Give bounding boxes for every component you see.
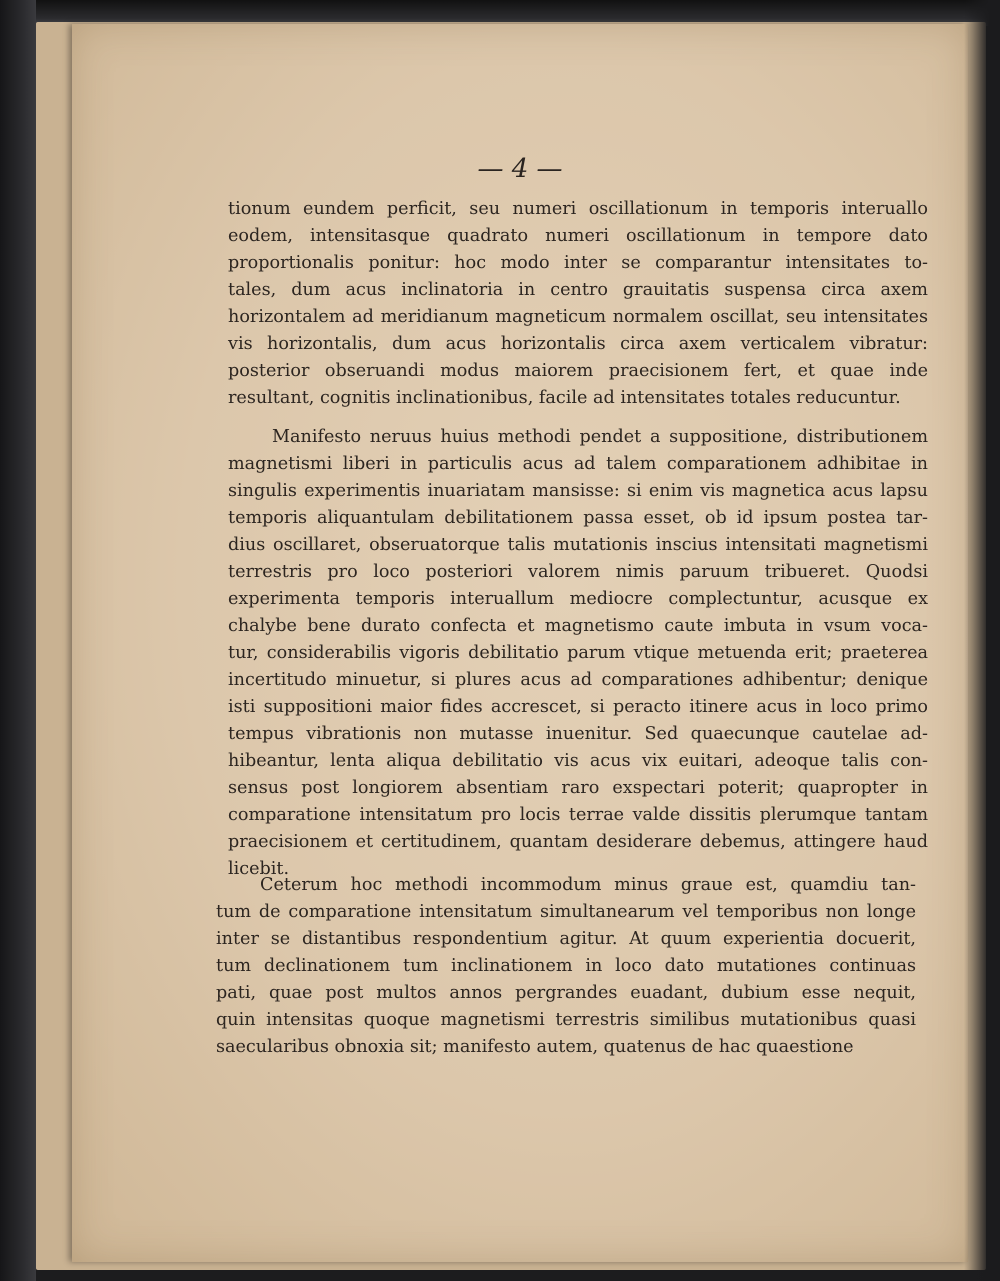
paragraph-1 (228, 196, 928, 412)
text-line: licebit. (228, 859, 290, 879)
text-line: horizontalem ad meridianum magneticum normalem oscillat, seu intensitates (228, 307, 928, 327)
text-line: tum declinationem tum inclinationem in loco dato mutationes continuas (216, 956, 916, 976)
text-line: resultant, cognitis inclinationibus, facile ad intensitates totales reducuntur. (228, 388, 901, 408)
page-number: — 4 — (477, 154, 563, 184)
text-line: magnetismi liberi in particulis acus ad talem comparationem adhibitae in (228, 454, 928, 474)
book-binding (0, 0, 36, 1281)
text-line: singulis experimentis inuariatam mansisse: si enim vis magnetica acus lapsu (228, 481, 928, 501)
text-line: experimenta temporis interuallum mediocre complectuntur, acusque ex (228, 589, 928, 609)
text-line: tempus vibrationis non mutasse inuenitur. Sed quaecunque cautelae ad- (228, 724, 928, 744)
text-line: eodem, intensitasque quadrato numeri oscillationum in tempore dato (228, 226, 928, 246)
text-line: proportionalis ponitur: hoc modo inter se comparantur intensitates to- (228, 253, 928, 273)
text-line: pati, quae post multos annos pergrandes euadant, dubium esse nequit, (216, 983, 916, 1003)
text-line: Manifesto neruus huius methodi pendet a suppositione, distributionem (272, 427, 928, 447)
text-line: dius oscillaret, obseruatorque talis mutationis inscius intensitati magnetismi (228, 535, 928, 555)
text-line: temporis aliquantulam debilitationem passa esset, ob id ipsum postea tar- (228, 508, 928, 528)
text-line: comparatione intensitatum pro locis terrae valde dissitis plerumque tantam (228, 805, 928, 825)
text-line: saecularibus obnoxia sit; manifesto autem, quatenus de hac quaestione (216, 1037, 854, 1057)
document-page (72, 24, 968, 1262)
text-line: tales, dum acus inclinatoria in centro grauitatis suspensa circa axem (228, 280, 928, 300)
text-line: incertitudo minuetur, si plures acus ad comparationes adhibentur; denique (228, 670, 928, 690)
text-line: tionum eundem perficit, seu numeri oscillationum in temporis interuallo (228, 199, 928, 219)
text-line: tum de comparatione intensitatum simultanearum vel temporibus non longe (216, 902, 916, 922)
text-line: Ceterum hoc methodi incommodum minus graue est, quamdiu tan- (260, 875, 916, 895)
text-line: terrestris pro loco posteriori valorem nimis paruum tribueret. Quodsi (228, 562, 928, 582)
paragraph-2 (228, 424, 928, 883)
text-line: praecisionem et certitudinem, quantam desiderare debemus, attingere haud (228, 832, 928, 852)
text-line: sensus post longiorem absentiam raro exspectari poterit; quapropter in (228, 778, 928, 798)
text-line: quin intensitas quoque magnetismi terrestris similibus mutationibus quasi (216, 1010, 916, 1030)
scan-background-right (964, 0, 1000, 1281)
paragraph-3 (216, 872, 916, 1061)
text-line: hibeantur, lenta aliqua debilitatio vis acus vix euitari, adeoque talis con- (228, 751, 928, 771)
text-line: tur, considerabilis vigoris debilitatio parum vtique metuenda erit; praeterea (228, 643, 928, 663)
text-line: chalybe bene durato confecta et magnetismo caute imbuta in vsum voca- (228, 616, 928, 636)
text-line: inter se distantibus respondentium agitur. At quum experientia docuerit, (216, 929, 916, 949)
text-line: vis horizontalis, dum acus horizontalis circa axem verticalem vibratur: (228, 334, 928, 354)
text-line: posterior obseruandi modus maiorem praecisionem fert, et quae inde (228, 361, 928, 381)
text-line: isti suppositioni maior fides accrescet, si peracto itinere acus in loco primo (228, 697, 928, 717)
